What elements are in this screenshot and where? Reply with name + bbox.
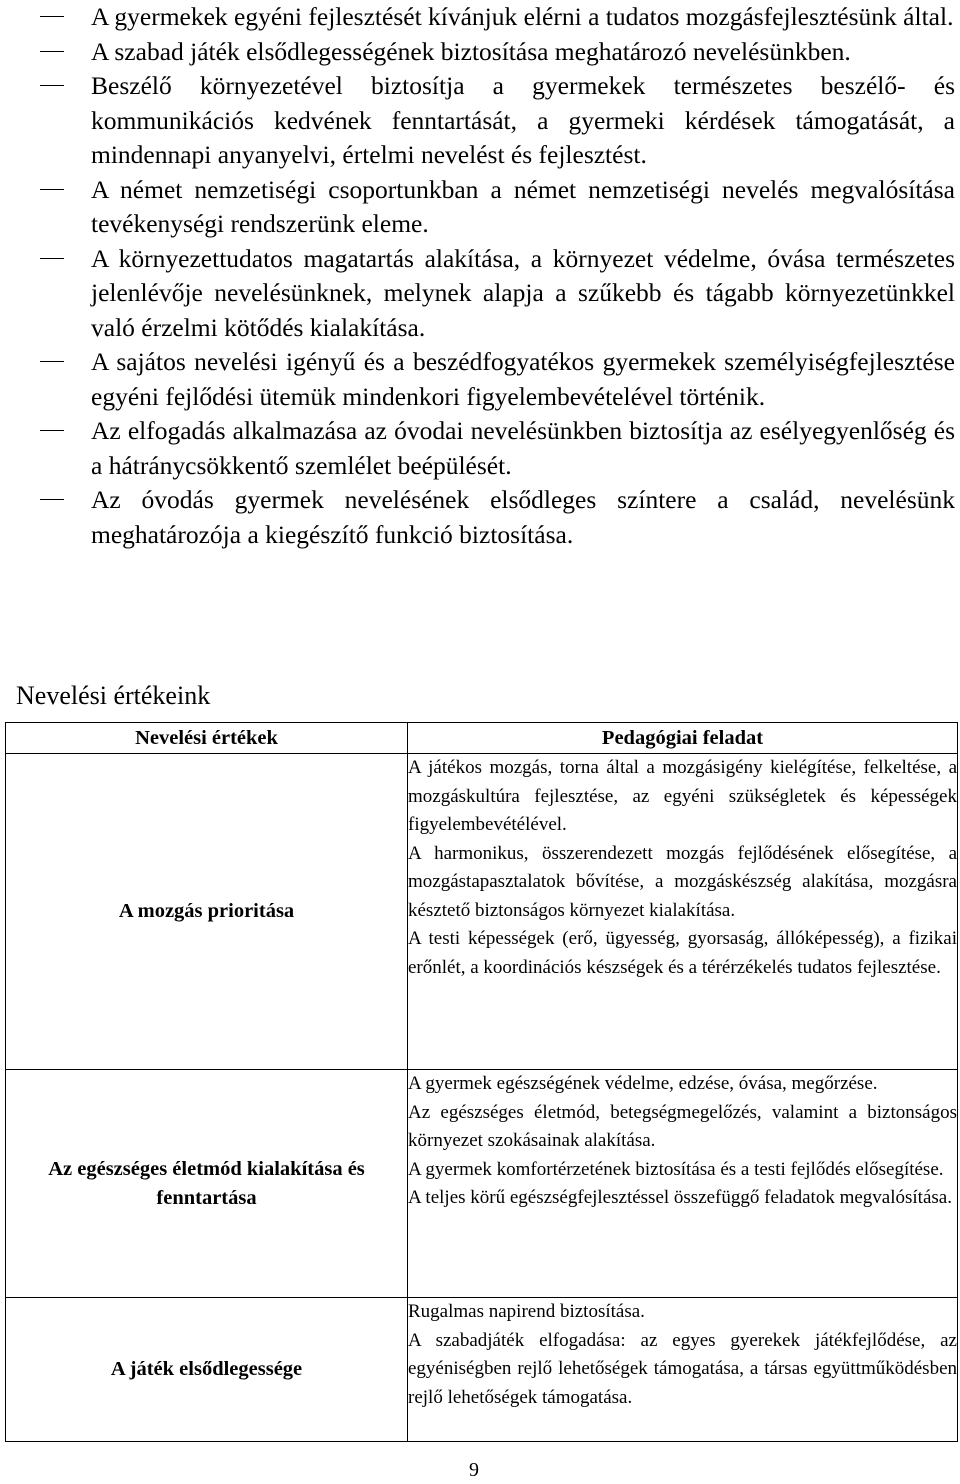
task-item: Rugalmas napirend biztosítása.	[408, 1301, 645, 1322]
bullet-text: Az elfogadás alkalmazása az óvodai nevelésünkben biztosítja az esélyegyenlőség és a hátránycsökkentő szemlélet beépülését.	[91, 416, 955, 480]
task-item: A harmonikus, összerendezett mozgás fejlődésének elősegítése, a mozgástapasztalatok bővítése, a mozgáskészség alakítása, mozgásra késztető biztonságos környezet kialakítása.	[408, 842, 957, 921]
bullet-text: Az óvodás gyermek nevelésének elsődleges színtere a család, nevelésünk meghatározója a kiegészítő funkció biztosítása.	[91, 485, 955, 549]
bullet-item	[10, 483, 955, 552]
task-item: A teljes körű egészségfejlesztéssel összefüggő feladatok megvalósítása.	[408, 1187, 952, 1208]
dash-bullet-icon	[40, 16, 64, 17]
task-cell	[408, 1298, 958, 1442]
dash-bullet-icon	[40, 258, 64, 259]
header-values: Nevelési értékek	[6, 723, 408, 754]
bullet-item	[10, 69, 955, 173]
bullet-text: A német nemzetiségi csoportunkban a német nemzetiségi nevelés megvalósítása tevékenységi rendszerünk eleme.	[91, 174, 955, 238]
table-row	[6, 1070, 958, 1298]
task-item: A gyermek egészségének védelme, edzése, óvása, megőrzése.	[408, 1073, 878, 1094]
bullet-text: A sajátos nevelési igényű és a beszédfogyatékos gyermekek személyiségfejlesztése egyéni fejlődési ütemük mindenkori figyelembevételével történik.	[91, 347, 955, 411]
task-item: Az egészséges életmód, betegségmegelőzés, valamint a biztonságos környezet szokásainak alakítása.	[408, 1101, 957, 1151]
bullet-text: Beszélő környezetével biztosítja a gyermekek természetes beszélő- és kommunikációs kedvének fenntartását, a gyermeki kérdések támogatását, a mindennapi anyanyelvi, értelmi nevelést és fejlesztést.	[91, 71, 955, 169]
dash-bullet-icon	[40, 85, 64, 86]
task-item: A játékos mozgás, torna által a mozgásigény kielégítése, felkeltése, a mozgáskultúra fejlesztése, az egyéni szükségletek és képességek figyelembevétélével.	[408, 757, 957, 835]
dash-bullet-icon	[40, 51, 64, 52]
bullet-item	[10, 35, 955, 70]
task-cell	[408, 754, 958, 1070]
bullet-text: A szabad játék elsődlegességének biztosítása meghatározó nevelésünkben.	[91, 36, 851, 66]
value-cell: Az egészséges életmód kialakítása és fenntartása	[6, 1070, 408, 1298]
value-cell: A játék elsődlegessége	[6, 1298, 408, 1442]
task-cell	[408, 1070, 958, 1298]
task-item: A gyermek komfortérzetének biztosítása és a testi fejlődés elősegítése.	[408, 1158, 944, 1180]
bullet-text: A környezettudatos magatartás alakítása, a környezet védelme, óvása természetes jelenlévője nevelésünknek, melynek alapja a szűkebb és tágabb környezetünkkel való érzelmi kötődés kialakítása.	[91, 243, 955, 342]
bullet-item	[10, 345, 955, 414]
bullet-item	[10, 173, 955, 242]
dash-bullet-icon	[40, 361, 64, 362]
dash-bullet-icon	[40, 499, 64, 500]
bullet-item	[10, 414, 955, 483]
values-table	[5, 722, 958, 1442]
bullet-text: A gyermekek egyéni fejlesztését kívánjuk elérni a tudatos mozgásfejlesztésünk által.	[91, 2, 954, 31]
dash-bullet-icon	[40, 430, 64, 431]
dash-bullet-icon	[40, 189, 64, 190]
table-row	[6, 754, 958, 1070]
bullet-item	[10, 0, 955, 35]
task-item: A szabadjáték elfogadása: az egyes gyerekek játékfejlődése, az egyéniségben rejlő lehetőségek támogatása, a társas együttműködésben rejlő lehetőségek támogatása.	[408, 1329, 957, 1408]
page-number: 9	[469, 1459, 479, 1481]
bullet-list	[10, 0, 955, 552]
value-cell: A mozgás prioritása	[6, 754, 408, 1070]
task-item: A testi képességek (erő, ügyesség, gyorsaság, állóképesség), a fizikai erőnlét, a koordinációs készségek és a térérzékelés tudatos fejlesztése.	[408, 928, 957, 978]
bullet-item	[10, 242, 955, 346]
header-tasks: Pedagógiai feladat	[408, 723, 958, 754]
table-row	[6, 1298, 958, 1442]
table-header-row	[6, 723, 958, 754]
section-title: Nevelési értékeink	[16, 681, 211, 710]
